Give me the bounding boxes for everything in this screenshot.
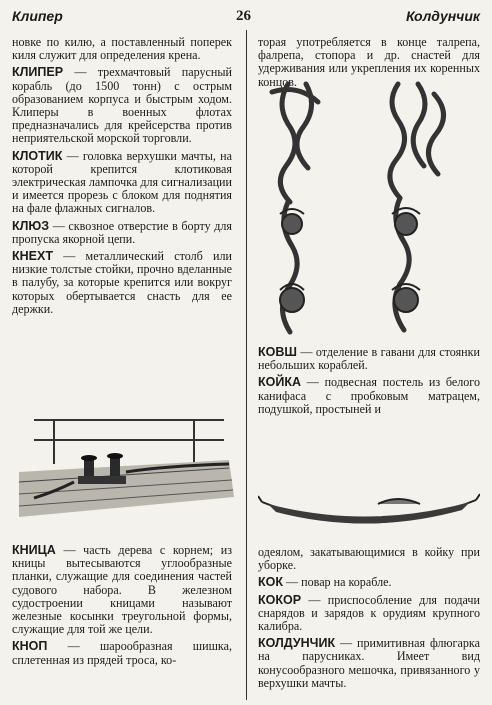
entry-head: КНЕХТ: [12, 249, 53, 264]
entry-text: — отделение в гавани для стоянки небольших кораблей.: [258, 345, 480, 373]
left-column-bottom: [12, 544, 232, 671]
entry-head: КОКОР: [258, 592, 302, 607]
entry-head: КНИЦА: [12, 543, 56, 557]
entry-text: — повар на корабле.: [282, 575, 392, 590]
entry-head: КОЙКА: [258, 375, 301, 390]
entry-text: — трехмачтовый парусный корабль (до 1500 тонн) с острым образованием корпуса и быстрым ходом. Клиперы в военных флотах предназначались для крейсерства против неприятельской морской торговли.: [12, 65, 232, 146]
page-number: 26: [236, 8, 251, 24]
running-head-right: Колдунчик: [405, 8, 480, 24]
continuation-text: новке по килю, а поставленный поперек киля служит для определения крена.: [12, 35, 232, 63]
entry-klyuz: [12, 220, 232, 246]
column-divider: [246, 30, 247, 700]
entry-text: — сквозное отверстие в борту для пропуска якорной цепи.: [12, 218, 232, 246]
entry-klotik: [12, 150, 232, 216]
entry-text: — часть дерева с корнем; из кницы вытесываются углообразные планки, служащие для соединения частей судового набора. В железном судостроении кницами называют железные косынки треугольной формы, служащие для той же цели.: [12, 543, 232, 637]
entry-head: КЛЮЗ: [12, 218, 50, 233]
entry-text: — шарообразная шишка, сплетенная из прядей троса, ко-: [12, 639, 232, 667]
right-column-middle: [258, 346, 480, 420]
entry-kovsh: [258, 346, 480, 372]
entry-kliper: [12, 66, 232, 145]
knots-illustration: [258, 74, 478, 336]
entry-text: — металлический столб или низкие толстые стойки, прочно вделанные в палубу, за которые крепится или вокруг которых обертывается снасть для ее держки.: [12, 249, 232, 316]
left-column-top: [12, 36, 232, 320]
entry-knitsa: [12, 544, 232, 636]
right-column-bottom: [258, 546, 480, 694]
entry-text: — подвесная постель из белого канифаса с пробковым матрацем, подушкой, простыней и: [258, 375, 480, 416]
entry-head: КОЛДУНЧИК: [258, 636, 336, 651]
entry-head: КЛИПЕР: [12, 65, 64, 80]
entry-knop: [12, 640, 232, 666]
entry-koyka: [258, 376, 480, 416]
entry-text: — головка верхушки мачты, на которой крепится клотиковая электрическая лампочка для сигнализации и имеется прорезь с блоком для поднятия на фале флажных сигналов.: [12, 148, 232, 216]
hammock-illustration: [258, 486, 480, 536]
entry-head: КОК: [258, 575, 283, 590]
bollard-illustration: [14, 402, 236, 524]
entry-text: — примитивная флюгарка на парусниках. Имеет вид конусообразного мешочка, привязанного у верхушки мачты.: [258, 636, 480, 690]
entry-kokor: [258, 594, 480, 634]
entry-text: — приспособление для подачи снарядов и зарядов к орудиям крупного калибра.: [258, 592, 480, 634]
entry-head: КЛОТИК: [12, 148, 63, 163]
continuation-text-top: торая употребляется в конце талрепа, фалрепа, стопора и др. снастей для удерживания или укрепления их коренных концов.: [258, 35, 480, 89]
entry-knekht: [12, 250, 232, 316]
running-head-left: Клипер: [12, 8, 63, 24]
entry-head: КНОП: [12, 639, 48, 654]
entry-head: КОВШ: [258, 345, 297, 359]
entry-koldunchik: [258, 637, 480, 690]
continuation-koyka: одеялом, закатывающимися в койку при уборке.: [258, 545, 480, 573]
entry-kok: [258, 576, 480, 589]
